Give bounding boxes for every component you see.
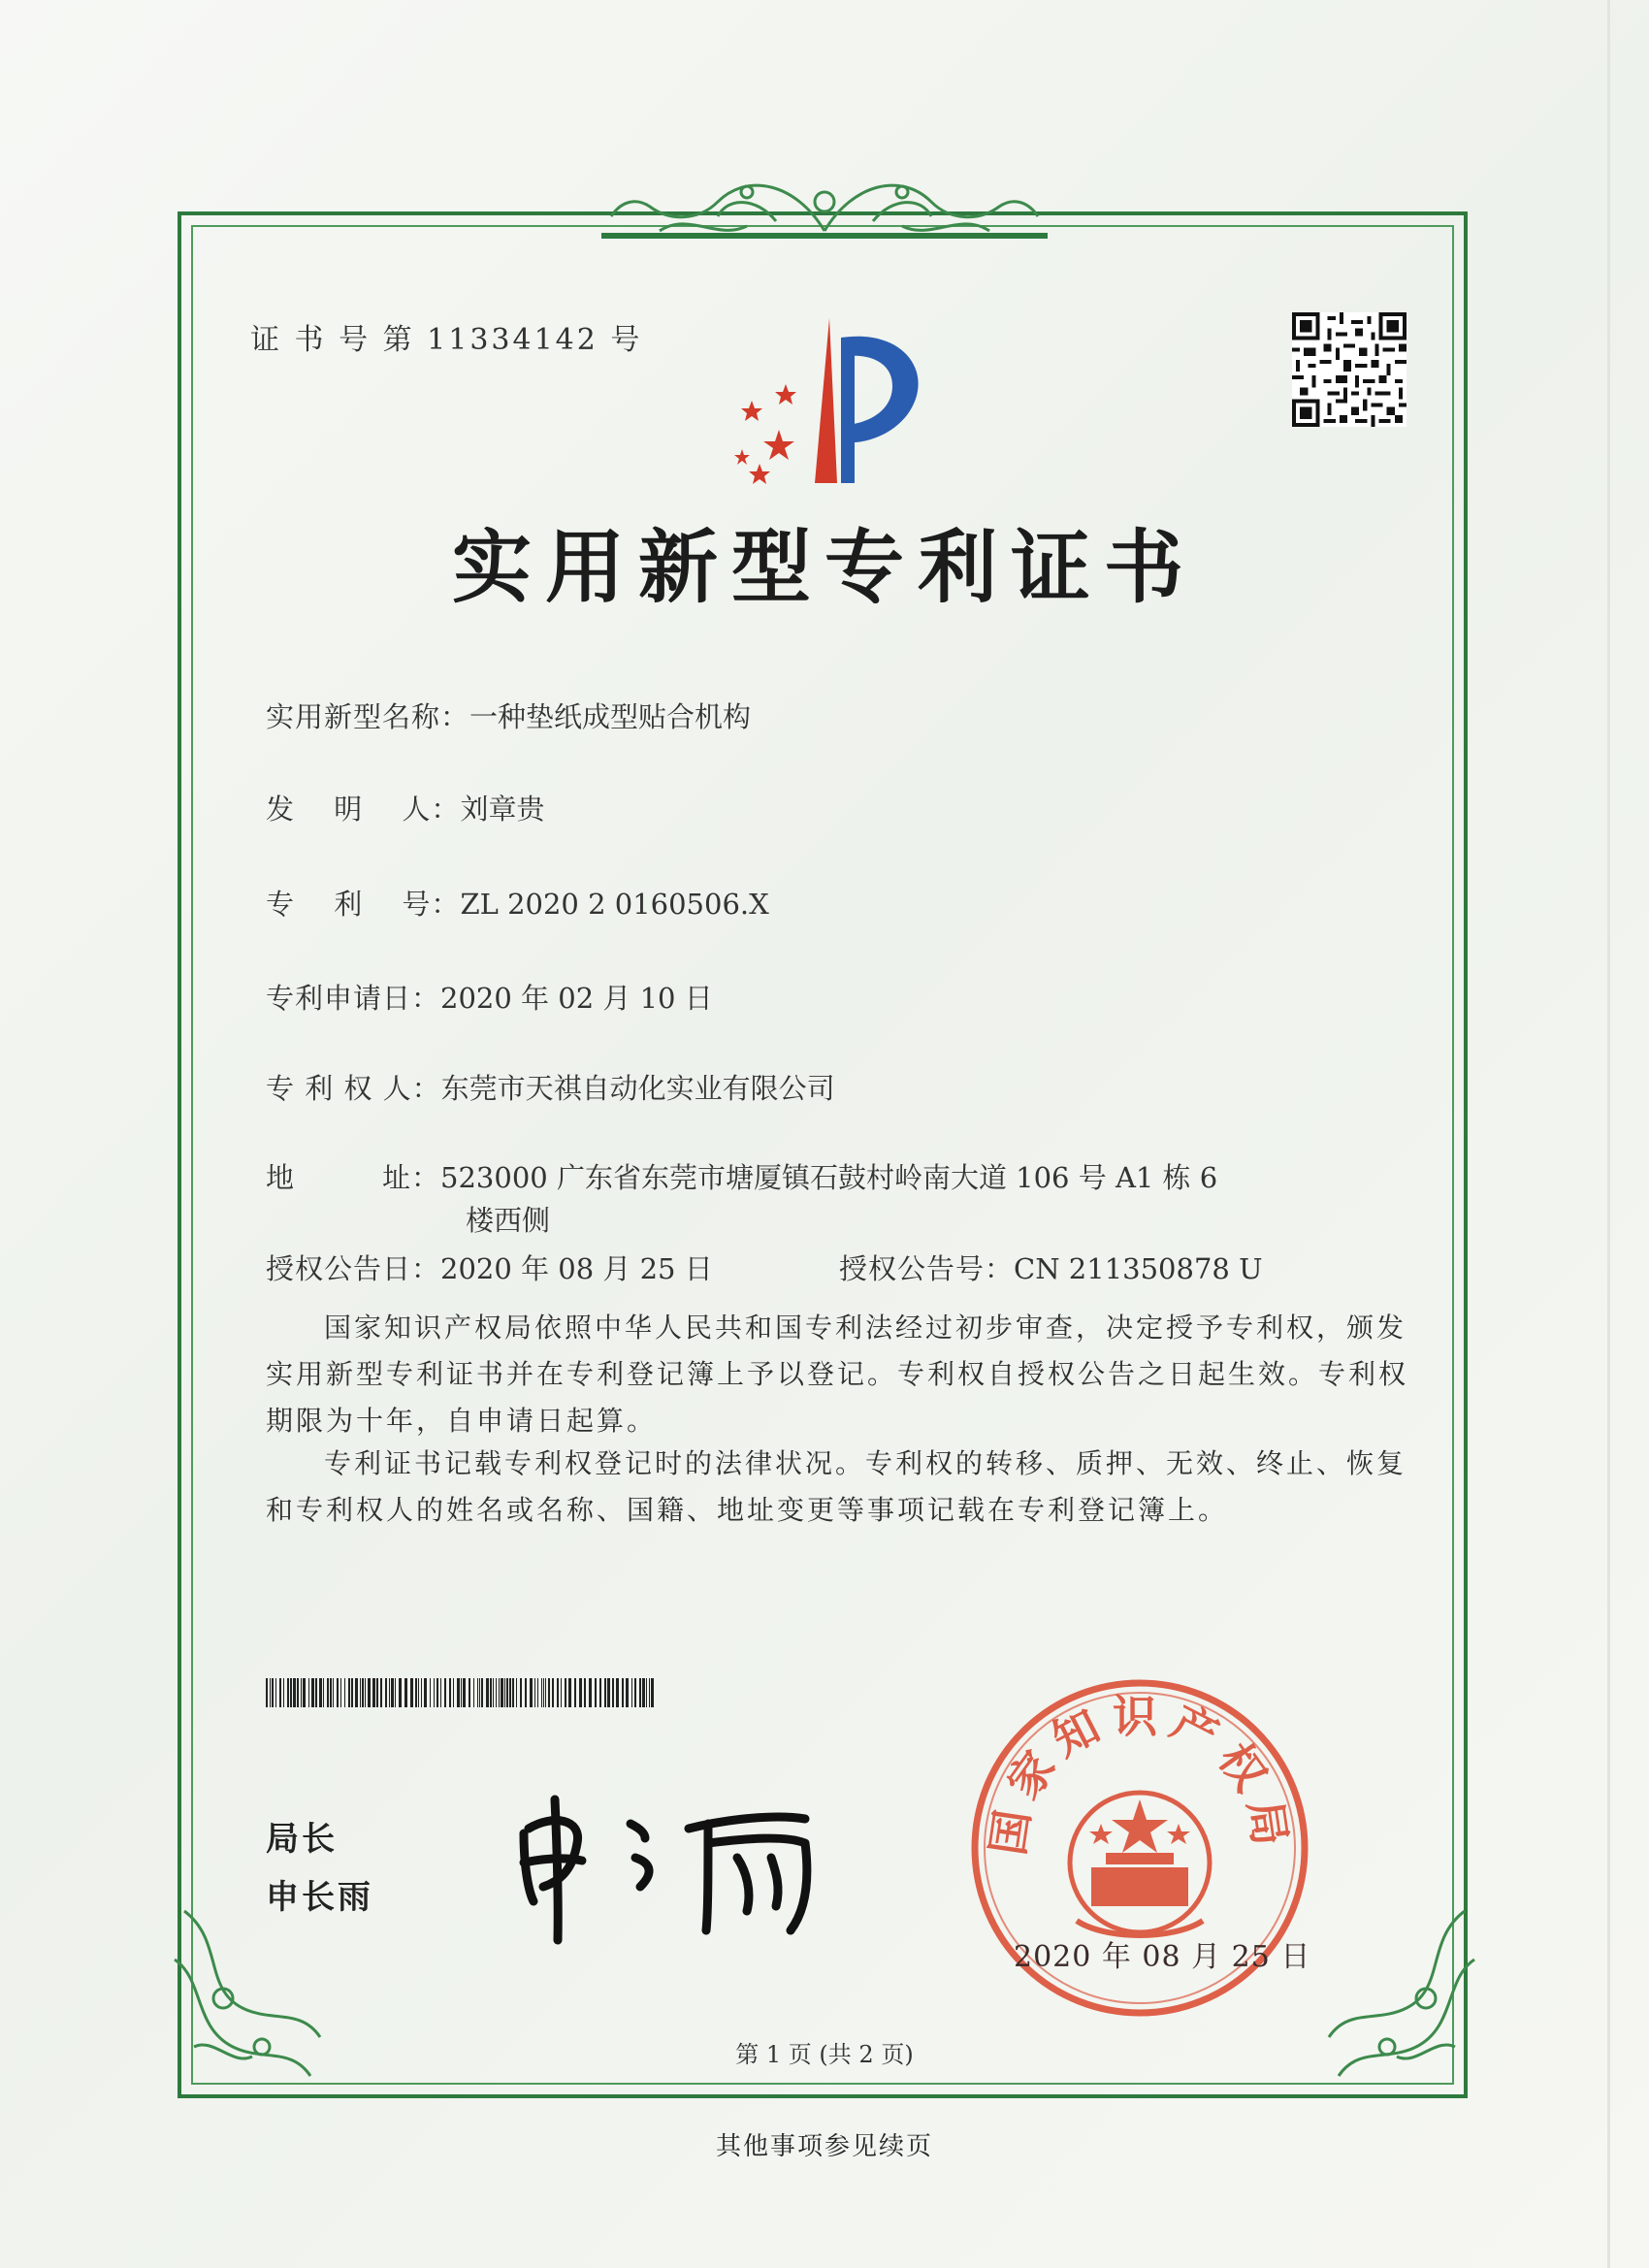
field-name-value: 一种垫纸成型贴合机构 bbox=[469, 700, 752, 733]
field-address-row bbox=[266, 1156, 1217, 1196]
field-patentee-value: 东莞市天祺自动化实业有限公司 bbox=[440, 1072, 835, 1105]
field-filing-date-label: 专利申请日： bbox=[266, 982, 441, 1015]
signatory-position: 局长 bbox=[266, 1820, 338, 1859]
body-paragraph-1: 国家知识产权局依照中华人民共和国专利法经过初步审查，决定授予专利权，颁发实用新型专利证书并在专利登记簿上予以登记。专利权自授权公告之日起生效。专利权期限为十年，自申请日起算。 bbox=[266, 1312, 1409, 1437]
field-filing-date-row bbox=[266, 977, 713, 1017]
field-patent-no-label: 专 利 号： bbox=[266, 888, 461, 921]
field-grant-no-row bbox=[839, 1247, 1263, 1287]
field-patentee-label: 专 利 权 人： bbox=[266, 1072, 441, 1105]
handwritten-signature bbox=[514, 1775, 844, 1950]
signatory-name: 申长雨 bbox=[266, 1878, 373, 1917]
page-number: 第 1 页 (共 2 页) bbox=[735, 2041, 914, 2068]
field-grant-date-row bbox=[266, 1247, 713, 1287]
field-address-value-line2: 楼西侧 bbox=[466, 1204, 551, 1237]
footer-note: 其他事项参见续页 bbox=[715, 2132, 933, 2161]
field-address-label: 地 址： bbox=[266, 1161, 441, 1194]
field-name-row bbox=[266, 696, 751, 735]
qr-code bbox=[1292, 312, 1406, 427]
national-emblem bbox=[1070, 1793, 1210, 1935]
field-patent-no-row bbox=[266, 883, 769, 923]
field-grant-date-value: 2020 年 08 月 25 日 bbox=[440, 1252, 713, 1285]
body-paragraph-2: 专利证书记载专利权登记时的法律状况。专利权的转移、质押、无效、终止、恢复和专利权人的姓名或名称、国籍、地址变更等事项记载在专利登记簿上。 bbox=[266, 1447, 1407, 1526]
field-name-label: 实用新型名称： bbox=[266, 700, 470, 733]
field-inventor-row bbox=[266, 788, 544, 827]
scan-edge bbox=[1607, 0, 1610, 2268]
certificate-title: 实用新型专利证书 bbox=[451, 522, 1197, 614]
field-address-value-line1: 523000 广东省东莞市塘厦镇石鼓村岭南大道 106 号 A1 栋 6 bbox=[440, 1161, 1218, 1194]
field-patent-no-value: ZL 2020 2 0160506.X bbox=[460, 888, 769, 921]
seal-date: 2020 年 08 月 25 日 bbox=[1014, 1940, 1311, 1974]
field-grant-no-label: 授权公告号： bbox=[839, 1252, 1015, 1285]
top-ornament bbox=[601, 163, 1048, 250]
field-filing-date-value: 2020 年 02 月 10 日 bbox=[440, 982, 713, 1015]
field-grant-date-label: 授权公告日： bbox=[266, 1252, 441, 1285]
field-patentee-row bbox=[266, 1067, 835, 1107]
barcode bbox=[266, 1678, 659, 1707]
seal-text: 国家知识产权局 bbox=[981, 1690, 1299, 1859]
field-inventor-value: 刘章贵 bbox=[460, 793, 545, 826]
field-inventor-label: 发 明 人： bbox=[266, 793, 461, 826]
certificate-number: 证 书 号 第 11334142 号 bbox=[250, 323, 643, 357]
field-grant-no-value: CN 211350878 U bbox=[1014, 1252, 1263, 1285]
cnipa-logo bbox=[713, 308, 946, 493]
